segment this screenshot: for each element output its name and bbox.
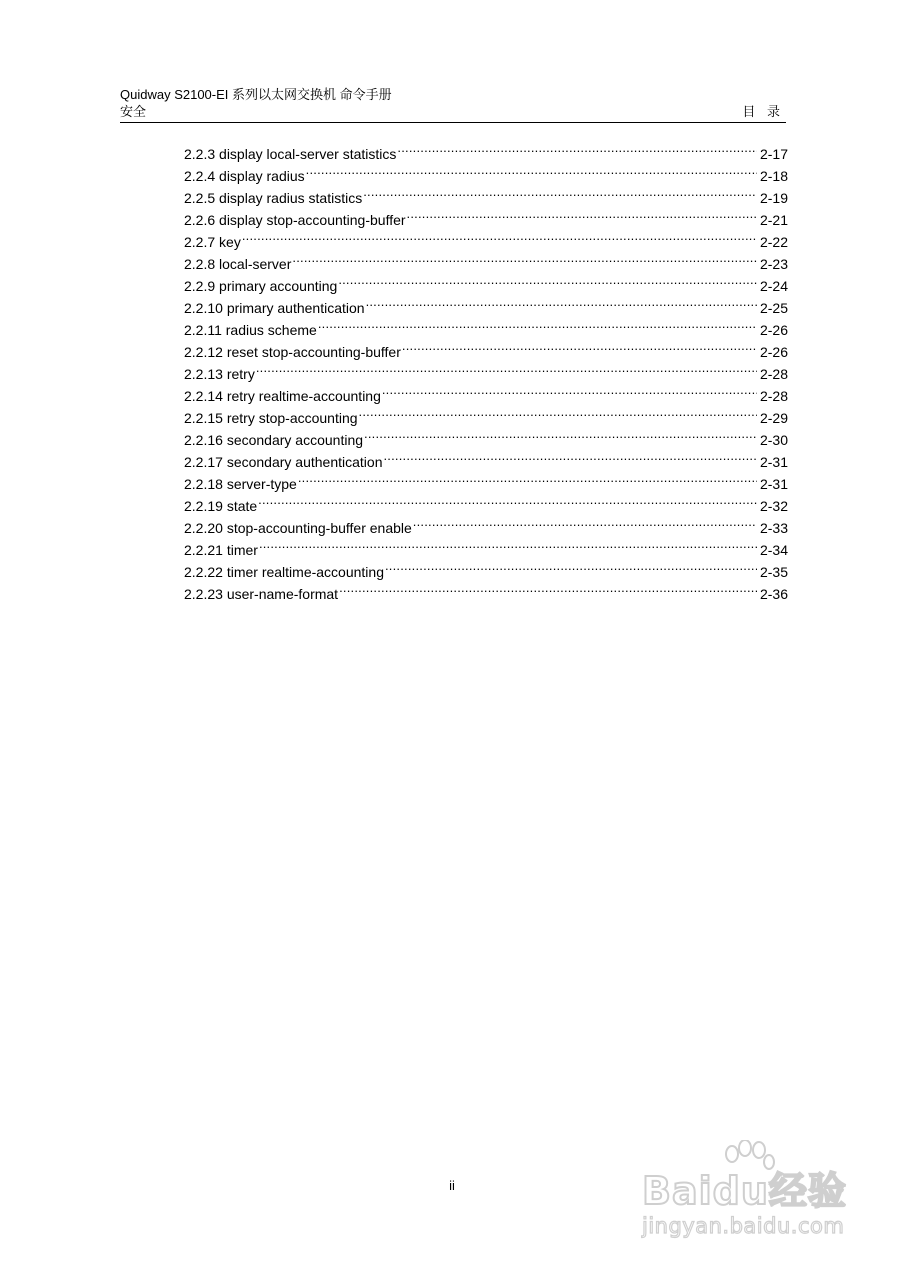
toc-entry-title: 2.2.14 retry realtime-accounting (184, 388, 381, 404)
toc-entry-page: 2-18 (759, 168, 788, 184)
dot-leader (259, 533, 757, 555)
toc-entry-page: 2-34 (759, 542, 788, 558)
toc-entry-title: 2.2.8 local-server (184, 256, 292, 272)
toc-heading: 目 录 (742, 104, 784, 119)
toc-entry-page: 2-25 (759, 300, 788, 316)
page-number: ii (449, 1178, 455, 1193)
dot-leader (338, 269, 757, 291)
dot-leader (397, 137, 757, 159)
dot-leader (382, 379, 757, 401)
dot-leader (258, 489, 757, 511)
toc-entry-title: 2.2.9 primary accounting (184, 278, 338, 294)
toc-entry[interactable] (184, 379, 788, 404)
toc-entry[interactable] (184, 357, 788, 382)
dot-leader (383, 445, 756, 467)
dot-leader (407, 203, 757, 225)
toc-entry[interactable] (184, 247, 788, 272)
toc-entry-page: 2-28 (759, 366, 788, 382)
page-header (120, 86, 786, 120)
toc-entry-page: 2-19 (759, 190, 788, 206)
dot-leader (292, 247, 757, 269)
toc-entry-title: 2.2.22 timer realtime-accounting (184, 564, 384, 580)
toc-entry-page: 2-31 (759, 454, 788, 470)
toc-entry-page: 2-30 (759, 432, 788, 448)
toc-entry-page: 2-31 (759, 476, 788, 492)
toc-entry-page: 2-22 (759, 234, 788, 250)
toc-entry-title: 2.2.10 primary authentication (184, 300, 365, 316)
toc-entry-title: 2.2.11 radius scheme (184, 322, 317, 338)
toc-entry-title: 2.2.12 reset stop-accounting-buffer (184, 344, 401, 360)
toc-entry[interactable] (184, 137, 788, 162)
dot-leader (306, 159, 757, 181)
toc-entry-title: 2.2.7 key (184, 234, 241, 250)
toc-entry-title: 2.2.3 display local-server statistics (184, 146, 397, 162)
toc-entry-title: 2.2.21 timer (184, 542, 258, 558)
toc-entry-page: 2-32 (759, 498, 788, 514)
watermark-url: jingyan.baidu.com (642, 1214, 845, 1238)
document-title: Quidway S2100-EI 系列以太网交换机 命令手册 (120, 87, 392, 102)
toc-entry-page: 2-35 (759, 564, 788, 580)
section-name: 安全 (120, 104, 147, 119)
dot-leader (363, 181, 757, 203)
toc-entry[interactable] (184, 533, 788, 558)
toc-entry-page: 2-28 (759, 388, 788, 404)
toc-entry-title: 2.2.17 secondary authentication (184, 454, 383, 470)
toc-entry-page: 2-17 (759, 146, 788, 162)
toc-entry-title: 2.2.19 state (184, 498, 258, 514)
header-divider (120, 122, 786, 123)
watermark-logo: Baidu经验 (642, 1169, 847, 1213)
toc-entry-title: 2.2.23 user-name-format (184, 586, 339, 602)
toc-entry-title: 2.2.15 retry stop-accounting (184, 410, 358, 426)
dot-leader (413, 511, 757, 533)
dot-leader (359, 401, 757, 423)
toc-entry[interactable] (184, 555, 788, 580)
toc-entry-page: 2-33 (759, 520, 788, 536)
toc-entry-title: 2.2.18 server-type (184, 476, 297, 492)
toc-entry-page: 2-26 (759, 322, 788, 338)
toc-entry-title: 2.2.20 stop-accounting-buffer enable (184, 520, 412, 536)
toc-entry-page: 2-26 (759, 344, 788, 360)
dot-leader (402, 335, 757, 357)
toc-entry-title: 2.2.6 display stop-accounting-buffer (184, 212, 406, 228)
toc-entry-title: 2.2.16 secondary accounting (184, 432, 364, 448)
dot-leader (242, 225, 757, 247)
toc-entry-page: 2-29 (759, 410, 788, 426)
toc-entry-title: 2.2.4 display radius (184, 168, 305, 184)
dot-leader (339, 577, 757, 599)
toc-entry-title: 2.2.13 retry (184, 366, 255, 382)
toc-entry[interactable] (184, 489, 788, 514)
dot-leader (256, 357, 757, 379)
dot-leader (366, 291, 757, 313)
dot-leader (364, 423, 757, 445)
toc-entry-page: 2-23 (759, 256, 788, 272)
dot-leader (385, 555, 757, 577)
toc-entry[interactable] (184, 511, 788, 536)
header-subline (120, 103, 786, 120)
toc-entry-title: 2.2.5 display radius statistics (184, 190, 363, 206)
toc-entry-page: 2-24 (759, 278, 788, 294)
dot-leader (298, 467, 757, 489)
toc-entry-page: 2-36 (759, 586, 788, 602)
dot-leader (318, 313, 757, 335)
baidu-watermark (636, 1140, 866, 1250)
table-of-contents (184, 137, 788, 602)
toc-entry-page: 2-21 (759, 212, 788, 228)
toc-entry[interactable] (184, 225, 788, 250)
